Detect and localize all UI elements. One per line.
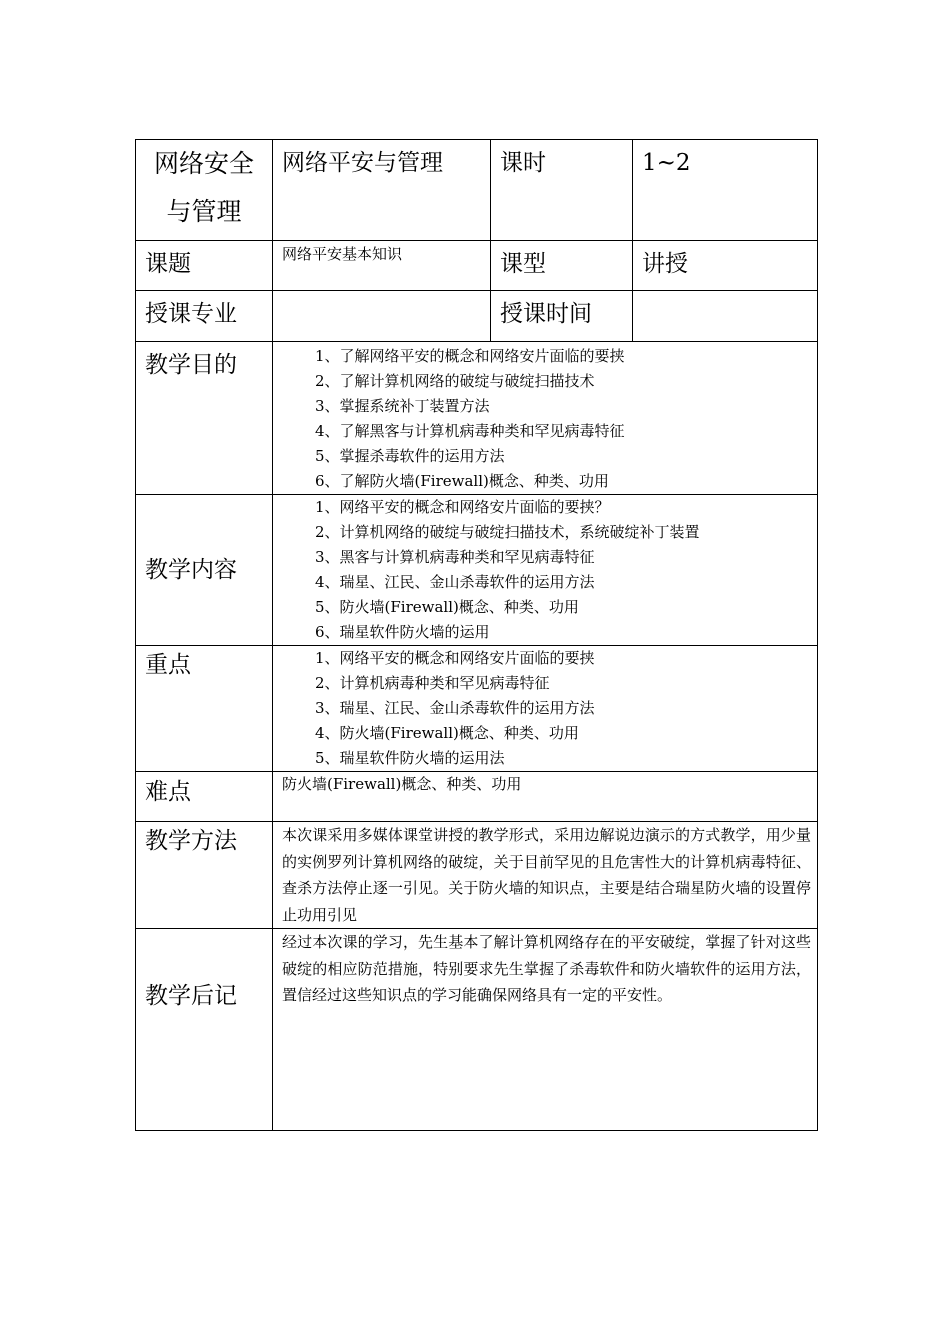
list-item: 4、瑞星、江民、金山杀毒软件的运用方法 — [315, 573, 595, 591]
reflection-label: 教学后记 — [145, 983, 237, 1009]
header-row — [136, 140, 818, 241]
objectives-row — [136, 342, 818, 495]
list-item: 4、了解黑客与计算机病毒种类和罕见病毒特征 — [315, 422, 625, 440]
hours-value: 1~2 — [642, 150, 691, 176]
type-value-cell — [633, 241, 818, 291]
difficulty-row — [136, 772, 818, 822]
method-label-cell — [136, 822, 273, 929]
key-points-label: 重点 — [145, 652, 191, 678]
time-label: 授课时间 — [500, 301, 592, 327]
major-label: 授课专业 — [145, 301, 237, 327]
list-item: 6、了解防火墙(Firewall)概念、种类、功用 — [315, 472, 609, 490]
method-text: 本次课采用多媒体课堂讲授的教学形式，采用边解说边演示的方式教学，用少量的实例罗列计算机网络的破绽，关于目前罕见的且危害性大的计算机病毒特征、查杀方法停止逐一引见。关于防火墙的知识点，主要是结合瑞星防火墙的设置停止功用引见 — [282, 826, 811, 924]
content-row — [136, 495, 818, 646]
method-text-cell — [273, 822, 818, 929]
key-points-list — [273, 646, 817, 771]
method-row — [136, 822, 818, 929]
list-item: 3、黑客与计算机病毒种类和罕见病毒特征 — [315, 548, 595, 566]
type-value: 讲授 — [642, 251, 688, 277]
content-label: 教学内容 — [145, 557, 237, 583]
major-label-cell — [136, 291, 273, 342]
major-row — [136, 291, 818, 342]
major-value — [273, 291, 490, 297]
textbook-name: 网络平安与管理 — [282, 150, 443, 176]
list-item: 5、防火墙(Firewall)概念、种类、功用 — [315, 598, 579, 616]
time-label-cell — [491, 291, 633, 342]
reflection-text: 经过本次课的学习，先生基本了解计算机网络存在的平安破绽，掌握了针对这些破绽的相应防范措施，特别要求先生掌握了杀毒软件和防火墙软件的运用方法，置信经过这些知识点的学习能确保网络具有一定的平安性。 — [282, 933, 811, 1004]
content-label-cell — [136, 495, 273, 646]
time-value — [633, 291, 817, 297]
key-points-row — [136, 646, 818, 772]
list-item: 5、掌握杀毒软件的运用方法 — [315, 447, 505, 465]
method-label: 教学方法 — [145, 828, 237, 854]
hours-label-cell — [491, 140, 633, 241]
list-item: 5、瑞星软件防火墙的运用法 — [315, 749, 505, 767]
list-item: 2、计算机网络的破绽与破绽扫描技术，系统破绽补丁装置 — [315, 523, 700, 541]
key-points-label-cell — [136, 646, 273, 772]
content-list-cell — [273, 495, 818, 646]
objectives-label: 教学目的 — [145, 352, 237, 378]
course-name-cell — [136, 140, 273, 241]
objectives-list — [273, 342, 817, 494]
list-item: 1、了解网络平安的概念和网络安片面临的要挟 — [315, 347, 625, 365]
reflection-text-cell — [273, 929, 818, 1131]
content-list — [273, 495, 817, 645]
objectives-list-cell — [273, 342, 818, 495]
course-name-line1: 网络安全 — [153, 149, 254, 178]
list-item: 2、计算机病毒种类和罕见病毒特征 — [315, 674, 550, 692]
topic-row — [136, 241, 818, 291]
list-item: 1、网络平安的概念和网络安片面临的要挟？ — [315, 498, 610, 516]
objectives-label-cell — [136, 342, 273, 495]
lesson-plan-table — [135, 139, 818, 1131]
list-item: 1、网络平安的概念和网络安片面临的要挟 — [315, 649, 595, 667]
topic-value-cell — [273, 241, 491, 291]
topic-label-cell — [136, 241, 273, 291]
list-item: 2、了解计算机网络的破绽与破绽扫描技术 — [315, 372, 595, 390]
course-name-line2: 与管理 — [166, 197, 242, 226]
list-item: 4、防火墙(Firewall)概念、种类、功用 — [315, 724, 579, 742]
difficulty-value-cell — [273, 772, 818, 822]
hours-value-cell — [633, 140, 818, 241]
reflection-row — [136, 929, 818, 1131]
list-item: 3、掌握系统补丁装置方法 — [315, 397, 490, 415]
type-label-cell — [491, 241, 633, 291]
topic-value: 网络平安基本知识 — [282, 245, 403, 263]
difficulty-value: 防火墙(Firewall)概念、种类、功用 — [282, 775, 522, 793]
list-item: 3、瑞星、江民、金山杀毒软件的运用方法 — [315, 699, 595, 717]
list-item: 6、瑞星软件防火墙的运用 — [315, 623, 490, 641]
reflection-label-cell — [136, 929, 273, 1131]
type-label: 课型 — [500, 251, 546, 277]
difficulty-label: 难点 — [145, 779, 191, 805]
key-points-list-cell — [273, 646, 818, 772]
major-value-cell — [273, 291, 491, 342]
hours-label: 课时 — [500, 150, 546, 176]
time-value-cell — [633, 291, 818, 342]
difficulty-label-cell — [136, 772, 273, 822]
textbook-cell — [273, 140, 491, 241]
topic-label: 课题 — [145, 251, 191, 277]
